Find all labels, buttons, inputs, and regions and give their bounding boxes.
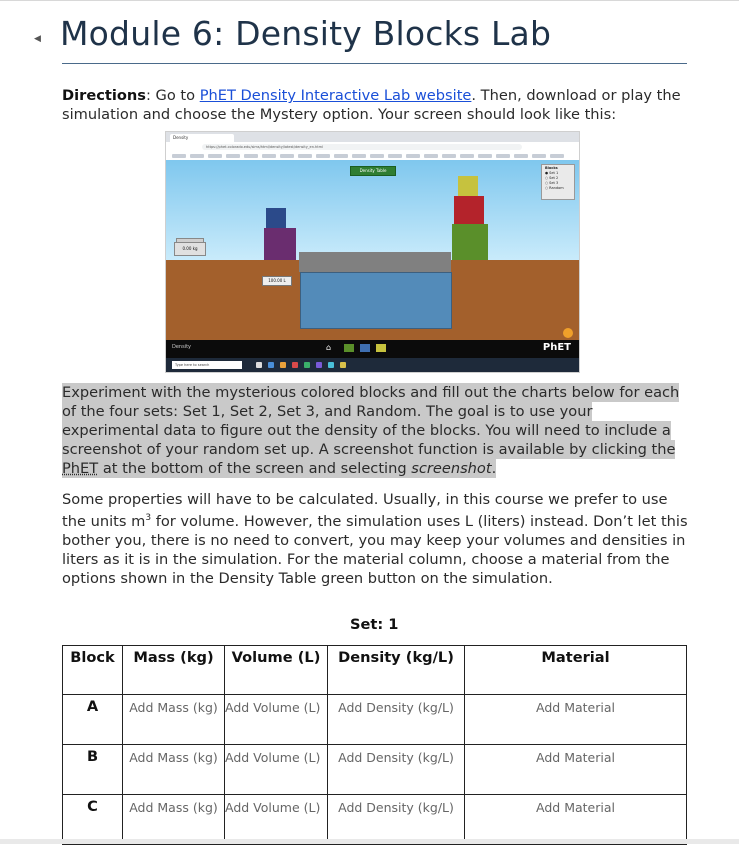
table-row [63, 695, 687, 745]
address-field: https://phet.colorado.edu/sims/html/density/latest/density_en.html [202, 144, 522, 150]
blocks-option: ● Set 1 [545, 171, 559, 175]
page-title: Module 6: Density Blocks Lab [60, 14, 552, 53]
simulation-screenshot [165, 131, 580, 373]
experiment-paragraph [62, 383, 690, 478]
highlighted-text: Experiment with the mysterious colored blocks and fill out the charts below for each of the four sets: Set 1, Set 2, Set 3, and Random. The goal is to use your experimental data to figure out the density of the blocks. You will need to include a screenshot of your random set up. A screenshot function is available by clicking the PhET at the bottom of the screen and selecting screenshot. [62, 384, 680, 477]
bookmark-item [496, 154, 510, 158]
bookmark-item [262, 154, 276, 158]
header-block: Block [63, 646, 123, 695]
taskbar-app-icon [280, 362, 286, 368]
density-input[interactable]: Add Density (kg/L) [328, 745, 465, 795]
phet-website-link[interactable]: PhET Density Interactive Lab website [199, 87, 472, 104]
phet-word: PhET [62, 460, 99, 477]
volume-input[interactable]: Add Volume (L) [225, 695, 328, 745]
header-density: Density (kg/L) [328, 646, 465, 695]
mystery-block [264, 228, 296, 260]
bookmark-item [280, 154, 294, 158]
density-table-button: Density Table [350, 166, 396, 176]
water-pool [300, 272, 452, 329]
sim-name: Density [172, 344, 192, 350]
table-header-row [63, 646, 687, 695]
reset-icon [563, 328, 573, 338]
table-row [63, 745, 687, 795]
page-bottom-bar [0, 839, 739, 844]
browser-tab-strip [166, 132, 579, 142]
properties-paragraph: Some properties will have to be calculated. Usually, in this course we prefer to use the units $m^3$ for volume. However, the simulation uses L (liters) instead. Don’t let this bother you, there is no need to convert, you may keep your volumes and densities in liters as it is in the simulation. For the material column, choose a material from the options shown in the Density Table green button on the simulation. [62, 491, 688, 587]
taskbar-app-icon [256, 362, 262, 368]
bookmark-item [460, 154, 474, 158]
mass-input[interactable]: Add Mass (kg) [123, 695, 225, 745]
directions-label: Directions [62, 87, 146, 104]
browser-tab: Density [170, 134, 234, 142]
density-input[interactable]: Add Density (kg/L) [328, 795, 465, 845]
phet-logo: PhET [542, 342, 571, 353]
taskbar-app-icon [304, 362, 310, 368]
bookmark-item [532, 154, 546, 158]
bookmark-item [244, 154, 258, 158]
taskbar-search: Type here to search [172, 361, 242, 369]
screen-icon [344, 344, 354, 352]
material-input[interactable]: Add Material [465, 745, 687, 795]
bookmark-item [406, 154, 420, 158]
block-cell: B [63, 745, 123, 795]
home-icon: ⌂ [326, 343, 332, 352]
bookmark-item [388, 154, 402, 158]
bookmark-item [550, 154, 564, 158]
taskbar-app-icon [268, 362, 274, 368]
screenshot-word: screenshot [411, 460, 492, 477]
mystery-block [452, 224, 488, 260]
block-cell: A [63, 695, 123, 745]
bookmark-item [334, 154, 348, 158]
block-cell: C [63, 795, 123, 845]
blocks-option: ○ Set 3 [545, 181, 559, 185]
density-input[interactable]: Add Density (kg/L) [328, 695, 465, 745]
collapse-heading-icon[interactable]: ◀ [34, 34, 41, 44]
bookmark-item [424, 154, 438, 158]
bookmark-item [298, 154, 312, 158]
bookmark-item [316, 154, 330, 158]
bookmark-item [442, 154, 456, 158]
windows-taskbar [166, 358, 579, 372]
pool-volume-readout: 100.00 L [262, 276, 292, 286]
bookmark-item [190, 154, 204, 158]
header-material: Material [465, 646, 687, 695]
pool-rim [299, 252, 451, 272]
set-label: Set: 1 [350, 616, 399, 633]
header-mass: Mass (kg) [123, 646, 225, 695]
set-1-data-table [62, 645, 687, 845]
table-row [63, 795, 687, 845]
blocks-option: ○ Set 2 [545, 176, 559, 180]
bookmark-item [478, 154, 492, 158]
taskbar-app-icon [316, 362, 322, 368]
taskbar-app-icon [328, 362, 334, 368]
directions-text-before: : Go to [145, 87, 200, 104]
mass-input[interactable]: Add Mass (kg) [123, 795, 225, 845]
taskbar-app-icon [292, 362, 298, 368]
volume-input[interactable]: Add Volume (L) [225, 745, 328, 795]
mystery-block [266, 208, 286, 228]
mystery-block [454, 196, 484, 224]
blocks-option: ○ Random [545, 186, 564, 190]
title-underline [62, 63, 687, 64]
screen-icon [360, 344, 370, 352]
taskbar-app-icon [340, 362, 346, 368]
blocks-panel-title: Blocks [545, 166, 558, 170]
mass-input[interactable]: Add Mass (kg) [123, 745, 225, 795]
bookmark-item [208, 154, 222, 158]
bookmark-item [514, 154, 528, 158]
scale-readout: 0.00 kg [174, 242, 206, 256]
header-volume: Volume (L) [225, 646, 328, 695]
superscript-three: 3 [145, 513, 152, 523]
bookmark-item [172, 154, 186, 158]
directions-paragraph [62, 86, 690, 124]
bookmark-item [226, 154, 240, 158]
bookmark-item [370, 154, 384, 158]
mystery-block [458, 176, 478, 196]
blocks-set-panel [541, 164, 575, 200]
directions-text-after: . Then, download or play the simulation and choose the Mystery option. Your screen should look like this: [62, 87, 681, 123]
material-input[interactable]: Add Material [465, 795, 687, 845]
bookmark-item [352, 154, 366, 158]
sim-navigation-bar [166, 340, 579, 358]
volume-input[interactable]: Add Volume (L) [225, 795, 328, 845]
page-top-border [0, 0, 739, 1]
material-input[interactable]: Add Material [465, 695, 687, 745]
screen-icon [376, 344, 386, 352]
